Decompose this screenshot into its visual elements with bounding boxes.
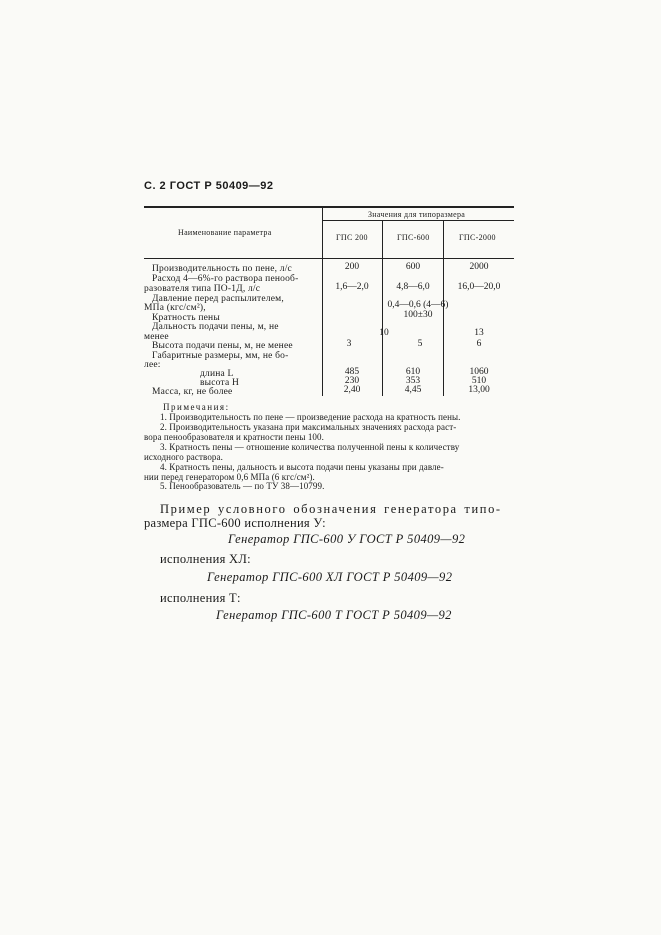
row-label: длина L [200, 369, 234, 379]
designation-hl: Генератор ГПС-600 ХЛ ГОСТ Р 50409—92 [207, 570, 453, 584]
designation-u: Генератор ГПС-600 У ГОСТ Р 50409—92 [228, 532, 466, 546]
value-cell: 2000 [469, 262, 489, 272]
note-line: 3. Кратность пены — отношение количества полученной пены к количеству [160, 442, 460, 452]
value-cell: 510 [471, 376, 487, 386]
row-label: разователя типа ПО-1Д, л/с [144, 284, 261, 294]
page-header: С. 2 ГОСТ Р 50409—92 [144, 180, 274, 192]
note-line: 4. Кратность пены, дальность и высота подачи пены указаны при давле- [160, 462, 444, 472]
value-cell: 2,40 [343, 385, 361, 395]
size-header-200: ГПС 200 [336, 233, 368, 242]
row-label: менее [144, 332, 169, 342]
note-line: 2. Производительность указана при максимальных значениях расхода раст- [160, 422, 457, 432]
value-cell: 1,6—2,0 [335, 282, 369, 292]
row-label: лее: [144, 360, 161, 370]
table-top-rule [144, 206, 514, 208]
row-label: Давление перед распылителем, [152, 294, 284, 304]
value-cell: 10 [379, 328, 389, 338]
notes-title: Примечания: [163, 402, 230, 412]
value-cell: 600 [405, 262, 421, 272]
row-label: Дальность подачи пены, м, не [152, 322, 279, 332]
value-cell: 5 [417, 339, 423, 349]
value-cell: 610 [405, 367, 421, 377]
example-intro-line2: размера ГПС-600 исполнения У: [144, 516, 326, 530]
value-cell: 1060 [469, 367, 489, 377]
note-line: нии перед генератором 0,6 МПа (6 кгс/см²). [144, 472, 315, 482]
row-label: Масса, кг, не более [152, 387, 233, 397]
value-cell: 200 [344, 262, 360, 272]
row-label: МПа (кгс/см²), [144, 303, 206, 313]
value-cell: 4,8—6,0 [396, 282, 430, 292]
execution-hl-label: исполнения ХЛ: [160, 552, 251, 566]
group-column-header: Значения для типоразмера [368, 210, 466, 219]
row-label: Расход 4—6%-го раствора пенооб- [152, 274, 299, 284]
note-line: вора пенообразователя и кратности пены 100. [144, 432, 324, 442]
table-header-bottom-rule [144, 258, 514, 259]
value-cell: 230 [344, 376, 360, 386]
value-cell: 13 [474, 328, 484, 338]
note-line: исходного раствора. [144, 452, 223, 462]
note-line: 5. Пенообразователь — по ТУ 38—10799. [160, 481, 325, 491]
size-header-600: ГПС-600 [397, 233, 430, 242]
value-cell: 3 [346, 339, 352, 349]
merged-value-cell: 100±30 [403, 310, 433, 320]
row-label: высота H [200, 378, 240, 388]
row-label: Габаритные размеры, мм, не бо- [152, 351, 289, 361]
size-header-2000: ГПС-2000 [459, 233, 496, 242]
execution-t-label: исполнения Т: [160, 591, 241, 605]
value-cell: 16,0—20,0 [457, 282, 501, 292]
value-cell: 13,00 [468, 385, 490, 395]
row-label: Кратность пены [152, 313, 220, 323]
value-cell: 353 [405, 376, 421, 386]
designation-t: Генератор ГПС-600 Т ГОСТ Р 50409—92 [216, 608, 452, 622]
group-header-rule [322, 220, 514, 221]
example-intro-line1: Пример условного обозначения генератора типо- [160, 502, 502, 516]
param-column-header: Наименование параметра [178, 228, 272, 237]
merged-value-cell: 0,4—0,6 (4—6) [387, 300, 449, 310]
row-label: Производительность по пене, л/с [152, 264, 292, 274]
note-line: 1. Производительность по пене — произведение расхода на кратность пены. [160, 412, 461, 422]
value-cell: 6 [476, 339, 482, 349]
value-cell: 4,45 [404, 385, 422, 395]
row-label: Высота подачи пены, м, не менее [152, 341, 293, 351]
value-cell: 485 [344, 367, 360, 377]
